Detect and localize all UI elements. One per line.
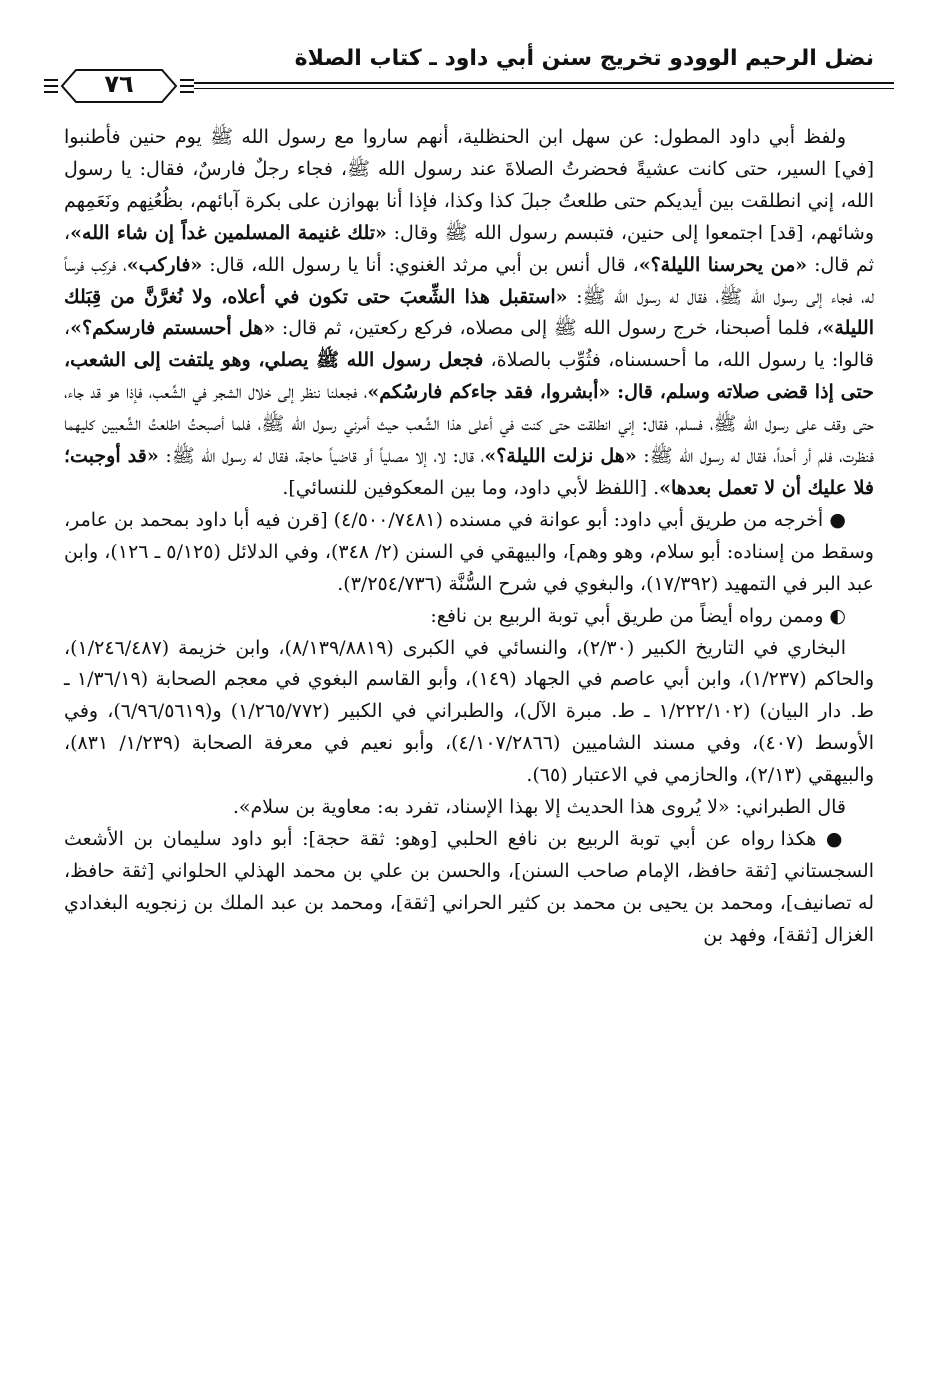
bold-text-segment: فجعل رسول الله ﷺ يصلي، وهو يلتفت إلى الشعب، حتى إذا قضى صلاته وسلم، قال: [64, 349, 874, 404]
bold-text-segment: «هل نزلت الليلة؟» [484, 445, 637, 468]
text-segment: ، ثم قال: [64, 221, 874, 276]
text-segment: ، قالوا: يا رسول الله، ما أحسسناه، فثُوِّب بالصلاة، [64, 317, 874, 372]
text-segment: ، قال أنس بن أبي مرثد الغنوي: أنا يا رسول الله، قال: [202, 253, 639, 276]
paragraph [64, 122, 874, 505]
page-header [44, 44, 894, 104]
paragraph [64, 601, 874, 633]
text-segment: ● [816, 827, 846, 850]
paragraph [64, 824, 874, 952]
page-number: ٧٦ [104, 70, 134, 98]
text-segment: . [اللفظ لأبي داود، وما بين المعكوفين للنسائي]. [282, 476, 660, 499]
bold-text-segment: «أبشروا، فقد جاءكم فارسُكم» [367, 381, 611, 404]
paragraph [64, 505, 874, 601]
text-segment: ، فجعلنا ننظر إلى خلال الشجر في الشِّعب، فإذا هو قد جاء، حتى وقف على رسول الله ﷺ، فسلم، فقال: إني انطلقت حتى كنت في أعلى هذا الشِّعب حيث أمرني رسول الله ﷺ، فلما أصبحتُ اطلعتُ الشِّعبين كليهما فنظرت، فلم أر أحداً، فقال له رسول الله ﷺ: [64, 381, 874, 468]
text-segment: ، فركِب فرساً له، فجاء إلى رسول الله ﷺ، فقال له رسول الله ﷺ: [64, 253, 874, 308]
body-text [64, 122, 874, 952]
paragraph [64, 633, 874, 793]
running-title: نضل الرحيم الوودو تخريج سنن أبي داود ـ كتاب الصلاة [294, 46, 874, 71]
bold-text-segment: «فاركب» [126, 253, 203, 276]
text-segment: وممن رواه أيضاً من طريق أبي توبة الربيع بن نافع: [430, 604, 824, 627]
text-segment: ◐ [823, 604, 846, 627]
text-segment: قال الطبراني: «لا يُروى هذا الحديث إلا بهذا الإسناد، تفرد به: معاوية بن سلام». [232, 796, 846, 819]
text-segment: هكذا رواه عن أبي توبة الربيع بن نافع الحلبي [وهو: ثقة حجة]: أبو داود سليمان بن الأشعث السجستاني [ثقة حافظ، الإمام صاحب السنن]، والحسن بن علي بن محمد الهذلي الحلواني [ثقة حافظ، له تصانيف]، ومحمد بن يحيى بن محمد بن كثير الحراني [ثقة]، ومحمد بن عبد الملك بن زنجويه البغدادي الغزال [ثقة]، وفهد بن [64, 827, 874, 946]
text-segment: البخاري في التاريخ الكبير (٢/٣٠)، والنسائي في الكبرى (٨/١٣٩/٨٨١٩)، وابن خزيمة (١/٢٤٦/٤٨٧)، والحاكم (١/٢٣٧)، وابن أبي عاصم في الجهاد (١٤٩)، وأبو القاسم البغوي في معجم الصحابة (١/٣٦/١٩ ـ ط. دار البيان) (١/٢٢٢/١٠٢ ـ ط. مبرة الآل)، والطبراني في الكبير (١/٢٦٥/٧٧٢) و(٦/٩٦/٥٦١٩)، وفي الأوسط (٤٠٧)، وفي مسند الشاميين (٤/١٠٧/٢٨٦٦)، وأبو نعيم في معرفة الصحابة (١/٢٣٩/ ٨٣١)، والبيهقي (٢/١٣)، والحازمي في الاعتبار (٦٥). [64, 636, 875, 787]
text-segment: ، فلما أصبحنا، خرج رسول الله ﷺ إلى مصلاه، فركع ركعتين، ثم قال: [275, 317, 823, 340]
paragraph [64, 792, 874, 824]
bold-text-segment: «من يحرسنا الليلة؟» [638, 253, 808, 276]
bold-text-segment: «تلك غنيمة المسلمين غداً إن شاء الله» [70, 221, 387, 244]
text-segment: أخرجه من طريق أبي داود: أبو عوانة في مسنده (٤/٥٠٠/٧٤٨١) [قرن فيه أبا داود بمحمد بن عامر، وسقط من إسناده: أبو سلام، وهو وهم]، والبيهقي في السنن (٢/ ٣٤٨)، وفي الدلائل (٥/١٢٥ ـ ١٢٦)، وابن عبد البر في التمهيد (١٧/٣٩٢)، والبغوي في شرح السُّنَّة (٣/٢٥٤/٧٣٦). [64, 508, 874, 595]
bold-text-segment: «استقبل هذا الشِّعبَ حتى تكون في أعلاه، ولا نُغرَّنَّ من قِبَلك الليلة» [64, 285, 874, 340]
text-segment: ، قال: لا، إلا مصلياً أو قاضياً حاجة، فقال له رسول الله ﷺ: [158, 445, 485, 468]
text-segment: ● [823, 508, 846, 531]
bold-text-segment: «هل أحسستم فارسكم؟» [70, 317, 276, 340]
page-number-badge [44, 64, 194, 108]
bold-text-segment: «قد أوجبت؛ فلا عليك أن لا تعمل بعدها» [64, 445, 874, 499]
text-segment: ولفظ أبي داود المطول: عن سهل ابن الحنظلية، أنهم ساروا مع رسول الله ﷺ يوم حنين فأطنبوا [في] السير، حتى كانت عشيةً فحضرتُ الصلاةَ عند رسول الله ﷺ، فجاء رجلٌ فارسٌ، فقال: يا رسول الله، إني انطلقت بين أيديكم حتى طلعتُ جبلَ كذا وكذا، فإذا أنا بهوازن على بكرة آبائهم، بظُعُنِهم ونَعَمِهم وشائهم، [قد] اجتمعوا إلى حنين، فتبسم رسول الله ﷺ وقال: [64, 126, 874, 244]
